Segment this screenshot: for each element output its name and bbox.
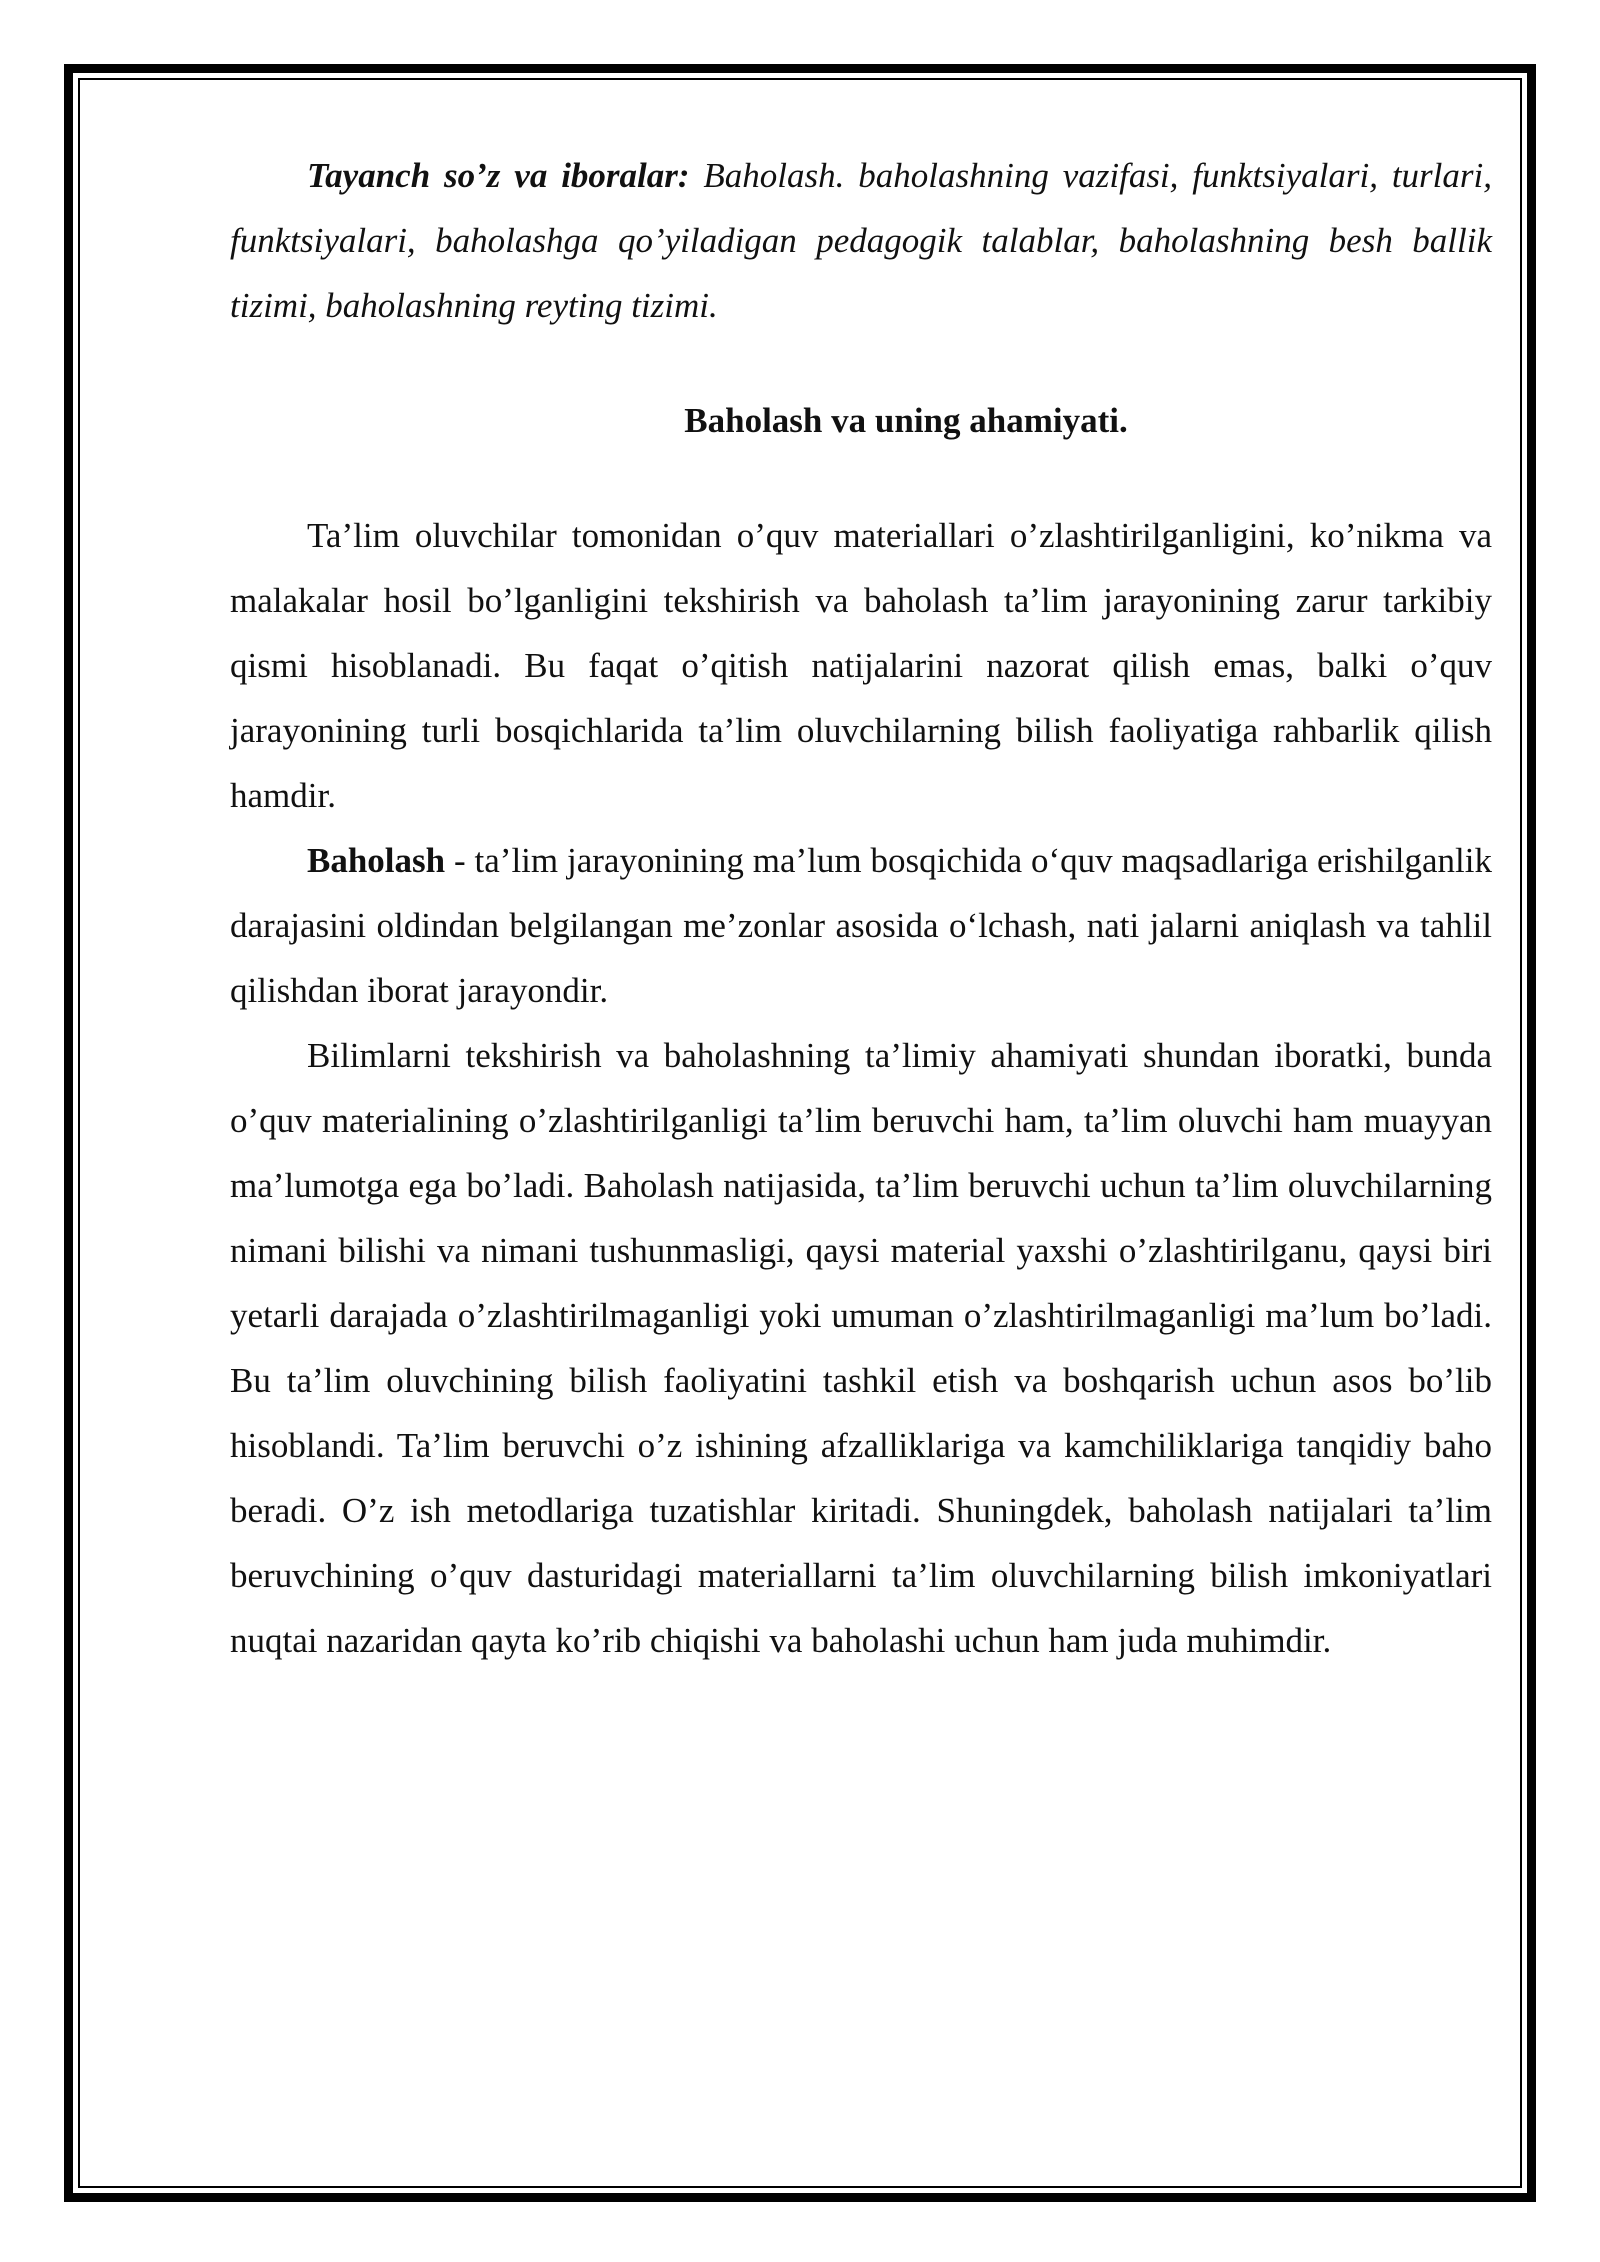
paragraph-3: Bilimlarni tekshirish va baholashning ta’limiy ahamiyati shundan iboratki, bunda o’quv materialining o’zlashtirilganligi ta’lim beruvchi ham, ta’lim oluvchi ham muayyan ma’lumotga ega bo’ladi. Baholash natijasida, ta’lim beruvchi uchun ta’lim oluvchilarning nimani bilishi va nimani tushunmasligi, qaysi material yaxshi o’zlashtirilganu, qaysi biri yetarli darajada o’zlashtirilmaganligi yoki umuman o’zlashtirilmaganligi ma’lum bo’ladi. Bu ta’lim oluvchining bilish faoliyatini tashkil etish va boshqarish uchun asos bo’lib hisoblandi. Ta’lim beruvchi o’z ishining afzalliklariga va kamchiliklariga tanqidiy baho beradi. O’z ish metodlariga tuzatishlar kiritadi. Shuningdek, baholash natijalari ta’lim beruvchining o’quv dasturidagi materiallarni ta’lim oluvchilarning bilish imkoniyatlari nuqtai nazaridan qayta ko’rib chiqishi va baholashi uchun ham juda muhimdir. [230,1036,1492,1660]
section-heading: Baholash va uning ahamiyati. [684,401,1128,440]
keywords-label: Tayanch so’z va iboralar: [307,156,690,195]
document-body [230,143,1492,1673]
keywords-paragraph [230,143,1492,338]
paragraph-2 [230,828,1492,1023]
definition-text: - ta’lim jarayonining ma’lum bosqichida o‘quv maqsadlariga erishilganlik darajasini oldindan belgilangan me’zonlar asosida o‘lchash, nati jalarni aniqlash va tahlil qilishdan iborat jarayondir. [230,841,1492,1010]
paragraph-1: Ta’lim oluvchilar tomonidan o’quv materiallari o’zlashtirilganligini, ko’nikma va malakalar hosil bo’lganligini tekshirish va baholash ta’lim jarayonining zarur tarkibiy qismi hisoblanadi. Bu faqat o’qitish natijalarini nazorat qilish emas, balki o’quv jarayonining turli bosqichlarida ta’lim oluvchilarning bilish faoliyatiga rahbarlik qilish hamdir. [230,516,1492,815]
keywords-text: Baholash. baholashning vazifasi, funktsiyalari, turlari, funktsiyalari, baholashga qo’yiladigan pedagogik talablar, baholashning besh ballik tizimi, baholashning reyting tizimi. [230,156,1492,325]
definition-term: Baholash [307,841,446,880]
